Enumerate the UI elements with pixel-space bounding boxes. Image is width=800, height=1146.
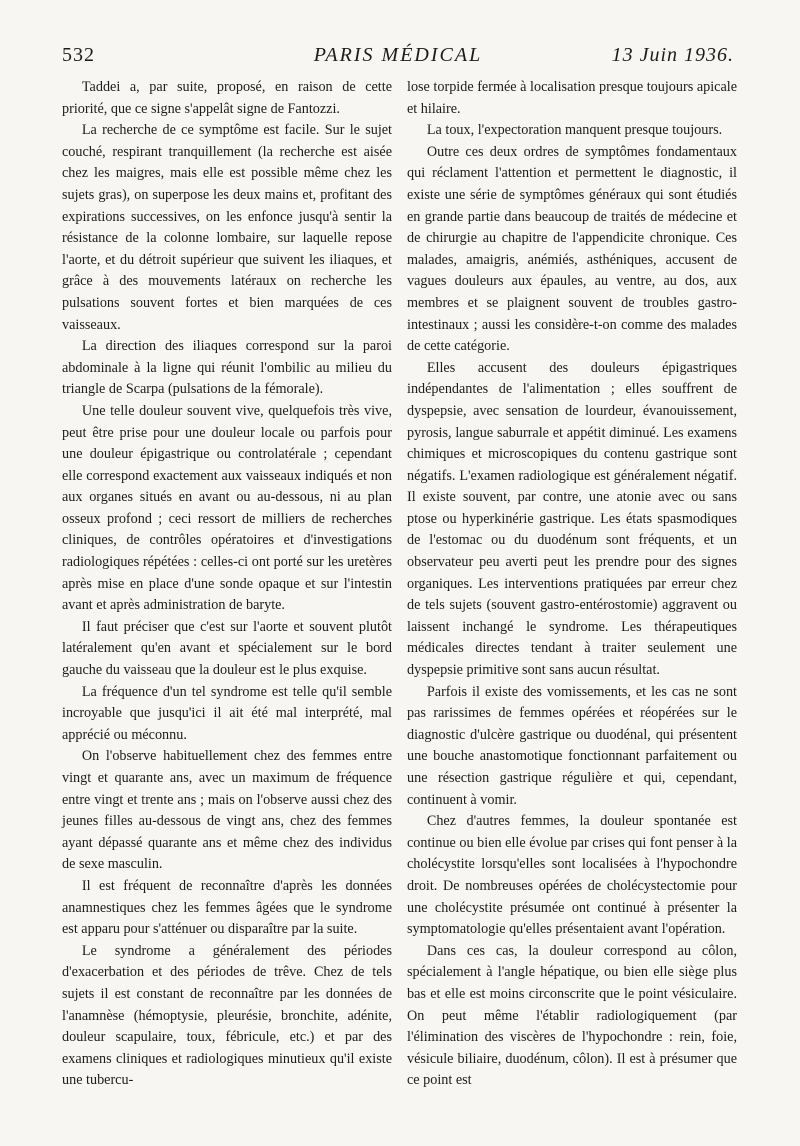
paragraph: On l'observe habituellement chez des femmes entre vingt et quarante ans, avec un maximum de fréquence entre vingt et trente ans ; mais on l'observe aussi chez des jeunes filles au-dessous de vingt ans, chez des femmes ayant dépassé quarante ans et même chez des individus de sexe masculin. bbox=[62, 748, 392, 873]
paragraph: Dans ces cas, la douleur correspond au côlon, spécialement à l'angle hépatique, ou bien elle siège plus bas et elle est moins circonscrite que le point vésiculaire. On peut même l'établir radiologiquement (par l'élimination des viscères de l'hypochondre : rein, foie, vésicule biliaire, duodénum, côlon). Il est à présumer que ce point est bbox=[407, 942, 737, 1089]
paragraph: Taddei a, par suite, proposé, en raison de cette priorité, que ce signe s'appelât signe de Fantozzi. bbox=[62, 79, 392, 117]
paragraph: Il est fréquent de reconnaître d'après les données anamnestiques chez les femmes âgées que le syndrome est apparu pour s'atténuer ou disparaître par la suite. bbox=[62, 877, 392, 938]
paragraph: Le syndrome a généralement des périodes d'exacerbation et des périodes de trêve. Chez de tels sujets il est constant de reconnaître par les données de l'anamnèse (hémoptysie, pleurésie, bronchite, adénite, douleur scapulaire, toux, fébricule, etc.) et par des examens cliniques et radiologiques minutieux qu'il existe une tubercu- bbox=[62, 942, 392, 1089]
right-column bbox=[407, 77, 737, 1092]
paragraph: Outre ces deux ordres de symptômes fondamentaux qui réclament l'attention et permettent le diagnostic, il existe une série de symptômes généraux qui sont étudiés en grande partie dans beaucoup de traités de médecine et de chirurgie au chapitre de l'appendicite chronique. Ces malades, amaigris, anémiés, asthéniques, accusent de vagues douleurs aux épaules, au ventre, au dos, aux membres et se plaignent souvent de troubles gastro-intestinaux ; aussi les considère-t-on comme des malades de cette catégorie. bbox=[407, 143, 737, 355]
page-number: 532 bbox=[62, 44, 95, 66]
paragraph: La recherche de ce symptôme est facile. Sur le sujet couché, respirant tranquillement (la recherche est aisée chez les maigres, mais elle est possible même chez les sujets gras), on superpose les deux mains et, profitant des expirations successives, on les enfonce jusqu'à sentir la résistance de la colonne lombaire, sur laquelle repose l'aorte, et du détroit supérieur que suivent les iliaques, et grâce à des mouvements latéraux on recherche les pulsations souvent fortes et bien marquées de ces vaisseaux. bbox=[62, 122, 392, 333]
issue-date: 13 Juin 1936. bbox=[611, 44, 734, 66]
paragraph: La direction des iliaques correspond sur la paroi abdominale à la ligne qui réunit l'ombilic au milieu du triangle de Scarpa (pulsations de la fémorale). bbox=[62, 338, 392, 398]
paragraph: Chez d'autres femmes, la douleur spontanée est continue ou bien elle évolue par crises qui font penser à la cholécystite lorsqu'elles sont localisées à l'hypochondre droit. De nombreuses opérées de cholécystectomie pour une cholécystite présumée ont continué à présenter la symptomatologie qu'elles présentaient avant l'opération. bbox=[407, 813, 737, 938]
paragraph: Elles accusent des douleurs épigastriques indépendantes de l'alimentation ; elles souffrent de dyspepsie, avec sensation de lourdeur, évanouissement, pyrosis, langue saburrale et appétit diminué. Les examens chimiques et microscopiques du contenu gastrique sont négatifs. L'examen radiologique est généralement négatif. Il existe souvent, par contre, une atonie avec ou sans ptose ou hyperkinérie gastrique. Les états spasmodiques de l'estomac ou du duodénum sont fréquents, et un observateur peu averti peut les prendre pour des signes organiques. Les interventions pratiquées par erreur chez de tels sujets (souvent gastro-entérostomie) aggravent ou laissent inchangé le syndrome. Les thérapeutiques médicales directes tendant à traiter seulement une dyspepsie primitive sont sans aucun résultat. bbox=[407, 359, 737, 679]
paragraph: La fréquence d'un tel syndrome est telle qu'il semble incroyable que jusqu'ici il ait été mal interprété, mal apprécié ou méconnu. bbox=[62, 683, 392, 743]
paragraph-continuation: lose torpide fermée à localisation presque toujours apicale et hilaire. bbox=[407, 79, 737, 117]
left-column bbox=[62, 77, 392, 1092]
paragraph: Une telle douleur souvent vive, quelquefois très vive, peut être prise pour une douleur locale ou parfois pour une douleur épigastrique ou controlatérale ; cependant elle correspond exactement aux vaisseaux indiqués et non aux organes situés en avant ou au-dessous, ni au plan osseux profond ; ceci ressort de milliers de recherches cliniques, de contrôles opératoires et d'investigations radiologiques répétées : celles-ci ont porté sur les uretères après mise en place d'une sonde opaque et sur l'intestin avant et après administration de baryte. bbox=[62, 402, 392, 614]
page-header bbox=[62, 40, 734, 74]
paragraph: Parfois il existe des vomissements, et les cas ne sont pas rarissimes de femmes opérées et réopérées sur le diagnostic d'ulcère gastrique ou duodénal, qui présentent une bouche anastomotique fonctionnant parfaitement ou une résection gastrique régulière et qui, cependant, continuent à vomir. bbox=[407, 683, 737, 808]
paragraph: La toux, l'expectoration manquent presque toujours. bbox=[426, 122, 723, 139]
journal-title: PARIS MÉDICAL bbox=[313, 44, 483, 66]
paragraph: Il faut préciser que c'est sur l'aorte et souvent plutôt latéralement qu'en avant et spécialement sur le bord gauche du vaisseau que la douleur est le plus exquise. bbox=[62, 618, 392, 679]
